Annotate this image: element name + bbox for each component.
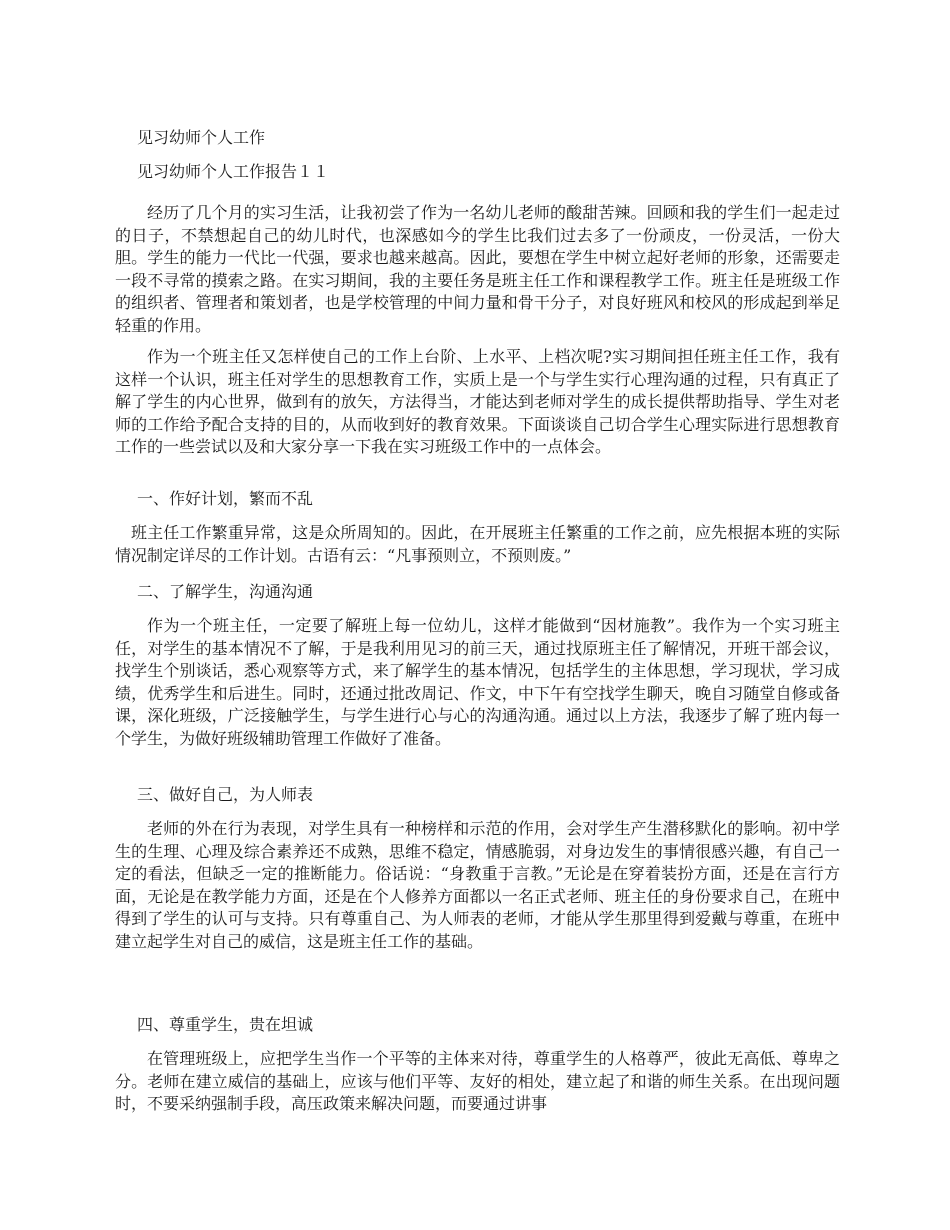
document-title: 见习幼师个人工作 xyxy=(137,128,266,147)
section-heading-2: 二、了解学生，沟通沟通 xyxy=(137,582,314,601)
paragraph-3: 班主任工作繁重异常，这是众所周知的。因此，在开展班主任繁重的工作之前，应先根据本班的实际情况制定详尽的工作计划。古语有云：“凡事预则立，不预则废。” xyxy=(115,523,840,565)
paragraph-6: 在管理班级上，应把学生当作一个平等的主体来对待，尊重学生的人格尊严，彼此无高低、尊卑之分。老师在建立威信的基础上，应该与他们平等、友好的相处，建立起了和谐的师生关系。在出现问题时，不要采纳强制手段，高压政策来解决问题，而要通过讲事 xyxy=(115,1049,840,1113)
section-heading-1: 一、作好计划，繁而不乱 xyxy=(137,489,314,508)
paragraph-5: 老师的外在行为表现，对学生具有一种榜样和示范的作用，会对学生产生潜移默化的影响。初中学生的生理、心理及综合素养还不成熟，思维不稳定，情感脆弱，对身边发生的事情很感兴趣，有自己一定的看法，但缺乏一定的推断能力。俗话说：“身教重于言教。”无论是在穿着装扮方面，还是在言行方面，无论是在教学能力方面，还是在个人修养方面都以一名正式老师、班主任的身份要求自己，在班中得到了学生的认可与支持。只有尊重自己、为人师表的老师，才能从学生那里得到爱戴与尊重，在班中建立起学生对自己的威信，这是班主任工作的基础。 xyxy=(115,819,840,951)
paragraph-2: 作为一个班主任又怎样使自己的工作上台阶、上水平、上档次呢?实习期间担任班主任工作，我有这样一个认识，班主任对学生的思想教育工作，实质上是一个与学生实行心理沟通的过程，只有真正了解了学生的内心世界，做到有的放矢，方法得当，才能达到老师对学生的成长提供帮助指导、学生对老师的工作给予配合支持的目的，从而收到好的教育效果。下面谈谈自己切合学生心理实际进行思想教育工作的一些尝试以及和大家分享一下我在实习班级工作中的一点体会。 xyxy=(115,347,840,456)
paragraph-4: 作为一个班主任，一定要了解班上每一位幼儿，这样才能做到“因材施教”。我作为一个实习班主任，对学生的基本情况不了解，于是我利用见习的前三天，通过找原班主任了解情况，开班干部会议，找学生个别谈话，悉心观察等方式，来了解学生的基本情况，包括学生的主体思想，学习现状，学习成绩，优秀学生和后进生。同时，还通过批改周记、作文，中下午有空找学生聊天，晚自习随堂自修或备课，深化班级，广泛接触学生，与学生进行心与心的沟通沟通。通过以上方法，我逐步了解了班内每一个学生，为做好班级辅助管理工作做好了准备。 xyxy=(115,616,840,748)
document-subtitle: 见习幼师个人工作报告１１ xyxy=(137,162,330,181)
paragraph-1: 经历了几个月的实习生活，让我初尝了作为一名幼儿老师的酸甜苦辣。回顾和我的学生们一起走过的日子，不禁想起自己的幼儿时代，也深感如今的学生比我们过去多了一份顽皮，一份灵活，一份大胆。学生的能力一代比一代强，要求也越来越高。因此，要想在学生中树立起好老师的形象，还需要走一段不寻常的摸索之路。在实习期间，我的主要任务是班主任工作和课程教学工作。班主任是班级工作的组织者、管理者和策划者，也是学校管理的中间力量和骨干分子，对良好班风和校风的形成起到举足轻重的作用。 xyxy=(115,203,840,335)
section-heading-4: 四、尊重学生，贵在坦诚 xyxy=(137,1015,314,1034)
section-heading-3: 三、做好自己，为人师表 xyxy=(137,785,314,804)
